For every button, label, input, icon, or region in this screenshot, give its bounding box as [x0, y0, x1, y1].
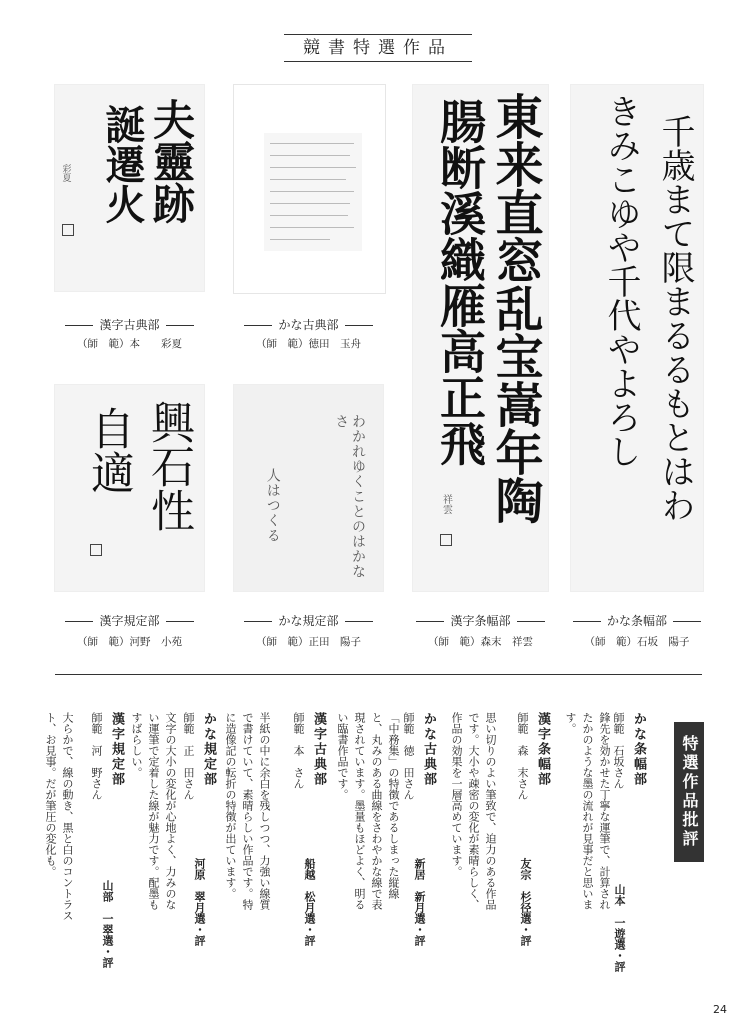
critique-heading: 特選作品批評 [674, 722, 704, 862]
artwork-kana-standard [233, 384, 384, 592]
artwork-text-right: わかれゆくことのはかなさ [333, 414, 366, 579]
artwork-text-left: 自適 [83, 406, 134, 494]
artwork-text-left: 腸断溪織雁高正飛 [433, 98, 487, 466]
master-name: （師 範）河野 小苑 [77, 636, 182, 648]
master-name: （師 範）石坂 陽子 [584, 636, 690, 648]
critique-dept: かな古典部 [421, 712, 436, 787]
artwork-text-right: 夫靈跡 [147, 98, 196, 224]
artwork-signature: 祥雲 [440, 494, 452, 514]
artwork-text-right: 興石性 [143, 400, 194, 532]
dept-label-kanji-standard: 漢字規定部 [54, 612, 205, 629]
master-name: （師 範）徳田 玉舟 [256, 338, 361, 350]
critique-body: 思い切りのよい筆致で、迫力のある作品です。大小や疎密の変化が素晴らしく、作品の効果を一層高めています。 [450, 712, 497, 910]
critique-master: 師範 河 野さん [90, 712, 103, 800]
critique-master: 師範 徳 田さん [402, 712, 415, 800]
critique-body: 鋒先を効かせた丁寧な運筆で、計算されたかのような墨の流れが見事だと思います。 [564, 712, 611, 910]
critique-master: 師範 本 さん [292, 712, 305, 789]
critique-body: 「中務集」の特徴であるしまった縦線と、丸みのある曲線をさわやかな線で表現されています。墨量もほどよく、明るい臨書作品です。 [336, 712, 400, 910]
artwork-kanji-standard [54, 384, 205, 592]
section-divider [55, 674, 702, 675]
dept-label-kana-classic: かな古典部 [233, 316, 384, 333]
master-name: （師 範）森末 祥雲 [428, 636, 533, 648]
seal-stamp [440, 534, 452, 546]
artwork-text-right: 千歳まて限まるるもとはわ [655, 114, 695, 522]
artwork-text-left: 誕遷火 [99, 104, 146, 224]
artwork-kana-scroll [570, 84, 704, 592]
artwork-signature: 彩夏 [60, 164, 71, 182]
dept-label-kanji-scroll: 漢字条幅部 [404, 612, 557, 629]
critique-critic: 友宗 杉径選・評 [519, 858, 532, 946]
critique-critic: 船越 松月選・評 [303, 858, 316, 946]
critique-master: 師範 正 田さん [182, 712, 195, 800]
critique-critic: 新居 新月選・評 [413, 858, 426, 946]
seal-stamp [90, 544, 102, 556]
master-name: （師 範）正田 陽子 [256, 636, 361, 648]
artwork-text-right: 東来直窓乱宝嵩年陶 [487, 92, 543, 524]
artwork-text-left: 人はつくる [264, 468, 281, 543]
artwork-text-left: きみこゆや千代やよろし [601, 94, 641, 468]
dept-label-kanji-classic: 漢字古典部 [54, 316, 205, 333]
critique-master: 師範 石坂さん [612, 712, 625, 789]
critique-dept: 漢字古典部 [311, 712, 326, 787]
critique-body: 半紙の中に余白を残しつつ、力強い線質で書けていて、素晴らしい作品です。特に造像記の転折の特徴が出ています。 [224, 712, 271, 910]
artwork-kanji-scroll [412, 84, 549, 592]
critique-critic: 山部 一翠選・評 [101, 880, 114, 968]
critique-critic: 山本 一遊選・評 [613, 884, 626, 972]
critique-dept: かな規定部 [201, 712, 216, 787]
artwork-kanji-classic [54, 84, 205, 292]
critique-body: 文字の大小の変化が心地よく、力みのない運筆で定着した線が魅力です。配墨もすばらしい。 [130, 712, 177, 910]
artwork-kana-classic [233, 84, 386, 294]
dept-label-kana-standard: かな規定部 [233, 612, 384, 629]
dept-label-kana-scroll: かな条幅部 [562, 612, 712, 629]
critique-dept: 漢字規定部 [109, 712, 124, 787]
critique-body: 大らかで、線の動き、黒と白のコントラスト、お見事。だが筆圧の変化も。 [44, 712, 74, 921]
master-name: （師 範）本 彩夏 [77, 338, 182, 350]
critique-critic: 河原 翠月選・評 [193, 858, 206, 946]
critique-dept: 漢字条幅部 [535, 712, 550, 787]
page-number: 24 [713, 1003, 727, 1016]
critique-master: 師範 森 末さん [516, 712, 529, 800]
critique-dept: かな条幅部 [631, 712, 646, 787]
seal-stamp [62, 224, 74, 236]
page-title: 競書特選作品 [284, 34, 472, 62]
